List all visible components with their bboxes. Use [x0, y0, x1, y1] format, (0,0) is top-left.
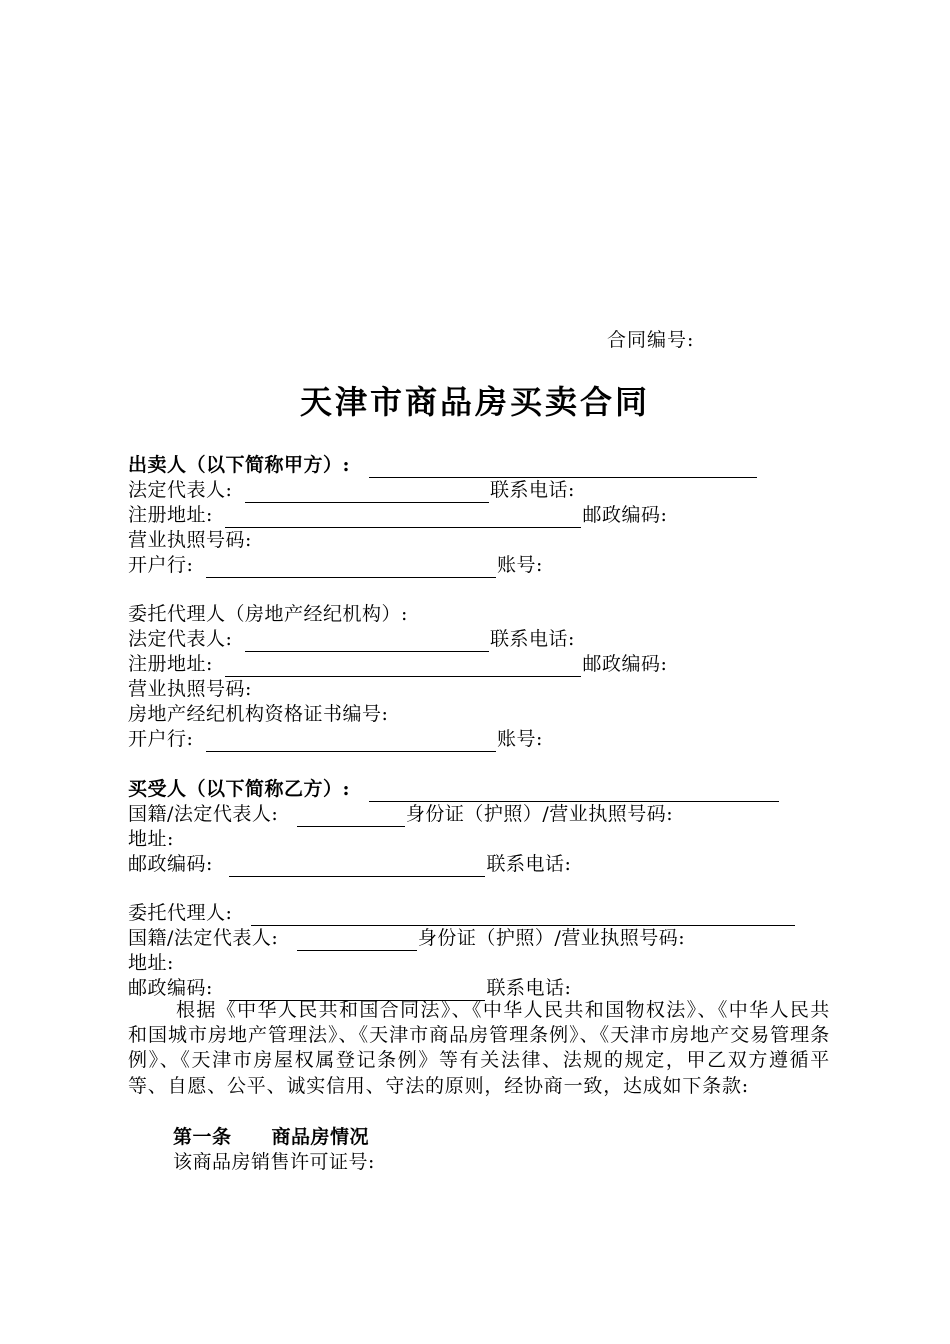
buyer-agent-nationality-rep-label: 国籍/法定代表人:	[128, 927, 279, 949]
buyer-address-row	[128, 827, 174, 852]
seller-agent-license-row	[128, 677, 252, 702]
seller-address-row	[128, 503, 667, 528]
seller-agent-legal-rep-field[interactable]	[245, 633, 489, 652]
seller-bank-field[interactable]	[206, 559, 496, 578]
seller-name-field[interactable]	[369, 459, 757, 478]
buyer-agent-name-field[interactable]	[251, 907, 795, 926]
buyer-postcode-field[interactable]	[229, 858, 485, 877]
seller-agent-address-row	[128, 652, 667, 677]
seller-legal-rep-field[interactable]	[245, 484, 489, 503]
seller-agent-legal-rep-label: 法定代表人:	[128, 628, 233, 650]
buyer-address-label: 地址:	[128, 828, 174, 850]
buyer-name-field[interactable]	[369, 783, 779, 802]
article-1-number: 第一条	[173, 1126, 232, 1148]
seller-legal-rep-label: 法定代表人:	[128, 479, 233, 501]
buyer-nationality-rep-label: 国籍/法定代表人:	[128, 803, 279, 825]
buyer-agent-address-label: 地址:	[128, 952, 174, 974]
seller-agent-address-label: 注册地址:	[128, 653, 213, 675]
seller-agent-rep-row	[128, 627, 575, 652]
seller-heading: 出卖人（以下简称甲方）:	[128, 454, 351, 476]
seller-agent-account-label: 账号:	[496, 728, 543, 750]
seller-address-field[interactable]	[225, 509, 581, 528]
seller-phone-label: 联系电话:	[489, 479, 575, 501]
buyer-agent-id-label: 身份证（护照）/营业执照号码:	[417, 927, 686, 949]
seller-heading-row	[128, 453, 758, 478]
article-1-permit-label: 该商品房销售许可证号:	[173, 1151, 375, 1173]
seller-account-label: 账号:	[496, 554, 543, 576]
seller-bank-label: 开户行:	[128, 554, 194, 576]
seller-agent-heading: 委托代理人（房地产经纪机构）:	[128, 603, 408, 625]
page-title: 天津市商品房买卖合同	[299, 383, 650, 421]
buyer-agent-address-row	[128, 951, 174, 976]
buyer-postcode-row	[128, 852, 571, 877]
article-1-heading	[173, 1125, 369, 1150]
seller-agent-postcode-label: 邮政编码:	[582, 653, 668, 675]
buyer-rep-row	[128, 802, 673, 827]
seller-rep-row	[128, 478, 575, 503]
seller-agent-heading-row	[128, 602, 408, 627]
seller-agent-bank-row	[128, 727, 543, 752]
seller-agent-qualification-row	[128, 702, 388, 727]
seller-agent-bank-field[interactable]	[206, 733, 496, 752]
seller-agent-address-field[interactable]	[225, 658, 581, 677]
buyer-agent-postcode-label: 邮政编码:	[128, 977, 213, 999]
buyer-agent-rep-row	[128, 926, 685, 951]
article-1-permit-row	[173, 1150, 375, 1175]
seller-agent-bank-label: 开户行:	[128, 728, 194, 750]
buyer-postcode-label: 邮政编码:	[128, 853, 213, 875]
seller-agent-phone-label: 联系电话:	[489, 628, 575, 650]
seller-address-label: 注册地址:	[128, 504, 213, 526]
buyer-agent-phone-label: 联系电话:	[486, 977, 572, 999]
buyer-agent-heading: 委托代理人:	[128, 902, 233, 924]
article-1-name: 商品房情况	[271, 1126, 370, 1148]
preamble-paragraph: 根据《中华人民共和国合同法》、《中华人民共和国物权法》、《中华人民共和国城市房地产管理法》、《天津市商品房管理条例》、《天津市房地产交易管理条例》、《天津市房屋权属登记条例》等有关法律、法规的规定，甲乙双方遵循平等、自愿、公平、诚实信用、守法的原则，经协商一致，达成如下条款:	[128, 999, 830, 1097]
buyer-nationality-rep-field[interactable]	[297, 808, 405, 827]
buyer-id-label: 身份证（护照）/营业执照号码:	[405, 803, 674, 825]
seller-license-row	[128, 528, 252, 553]
buyer-heading-row	[128, 777, 780, 802]
seller-postcode-label: 邮政编码:	[582, 504, 668, 526]
seller-bank-row	[128, 553, 543, 578]
seller-agent-qualification-label: 房地产经纪机构资格证书编号:	[128, 703, 389, 725]
buyer-agent-nationality-rep-field[interactable]	[297, 932, 417, 951]
buyer-heading: 买受人（以下简称乙方）:	[128, 778, 351, 800]
seller-license-label: 营业执照号码:	[128, 529, 252, 551]
contract-number-label: 合同编号:	[607, 329, 695, 351]
buyer-agent-heading-row	[128, 901, 796, 926]
buyer-phone-label: 联系电话:	[486, 853, 572, 875]
seller-agent-license-label: 营业执照号码:	[128, 678, 252, 700]
